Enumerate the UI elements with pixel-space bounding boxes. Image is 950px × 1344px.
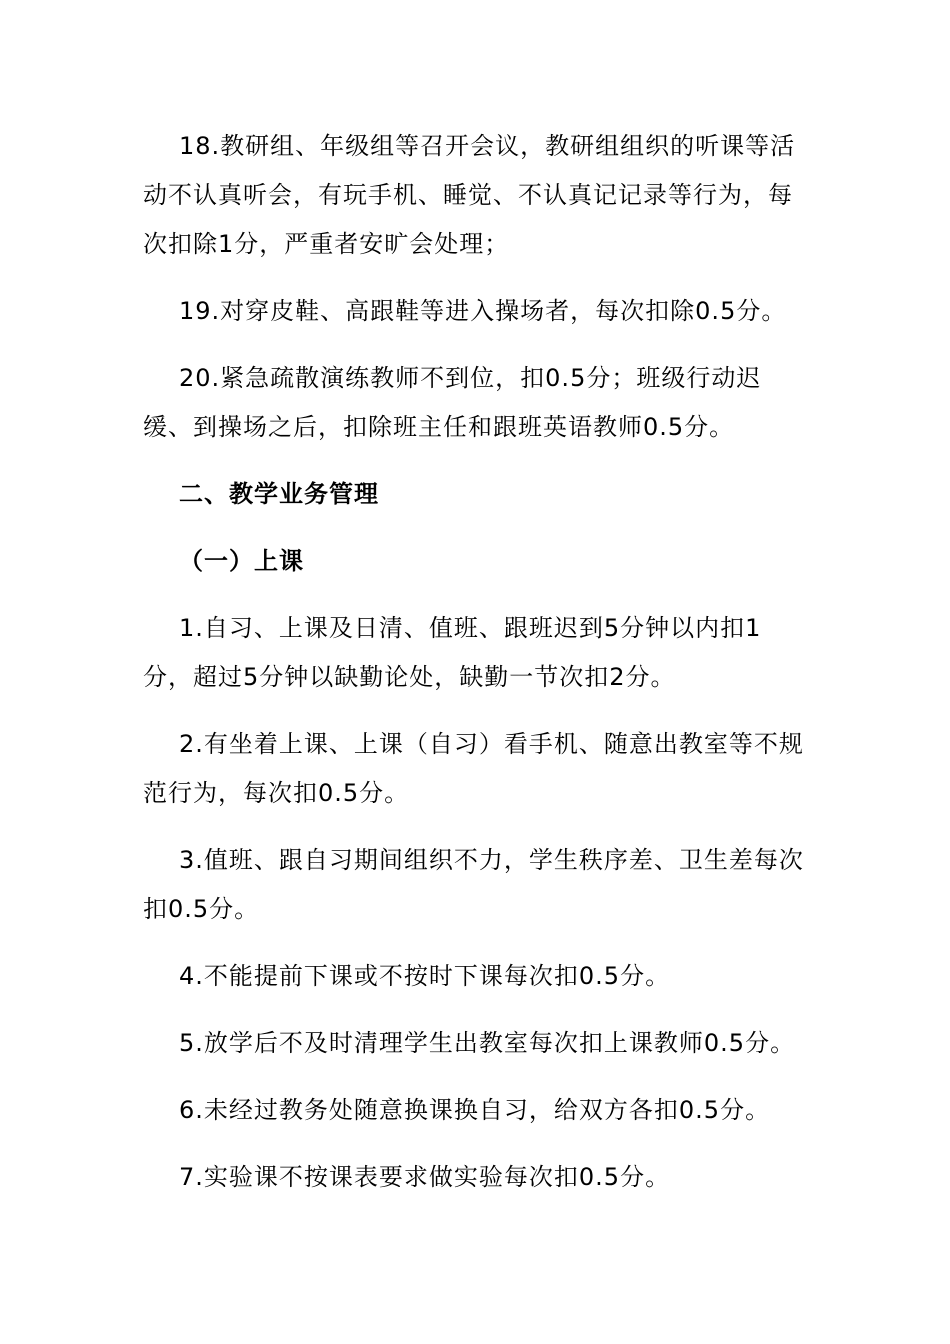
rule-item-20: 20.紧急疏散演练教师不到位，扣0.5分；班级行动迟缓、到操场之后，扣除班主任和跟班英语教师0.5分。 [143,364,762,441]
class-rule-item-3: 3.值班、跟自习期间组织不力，学生秩序差、卫生差每次扣0.5分。 [143,846,804,923]
class-rule-item-5: 5.放学后不及时清理学生出教室每次扣上课教师0.5分。 [179,1029,796,1057]
class-rule-item-6: 6.未经过教务处随意换课换自习，给双方各扣0.5分。 [179,1096,771,1124]
section-heading: 二、教学业务管理 [179,480,379,508]
class-rule-item-4: 4.不能提前下课或不按时下课每次扣0.5分。 [179,962,671,990]
rule-item-18: 18.教研组、年级组等召开会议，教研组组织的听课等活动不认真听会，有玩手机、睡觉、不认真记记录等行为，每次扣除1分，严重者安旷会处理； [143,132,796,258]
document-body [143,122,808,1220]
rule-item-19: 19.对穿皮鞋、高跟鞋等进入操场者，每次扣除0.5分。 [179,297,787,325]
class-rule-item-2: 2.有坐着上课、上课（自习）看手机、随意出教室等不规范行为，每次扣0.5分。 [143,730,804,807]
class-rule-item-1: 1.自习、上课及日清、值班、跟班迟到5分钟以内扣1分，超过5分钟以缺勤论处，缺勤一节次扣2分。 [143,614,762,691]
class-rule-item-7: 7.实验课不按课表要求做实验每次扣0.5分。 [179,1163,671,1191]
subsection-heading: （一）上课 [179,547,304,575]
